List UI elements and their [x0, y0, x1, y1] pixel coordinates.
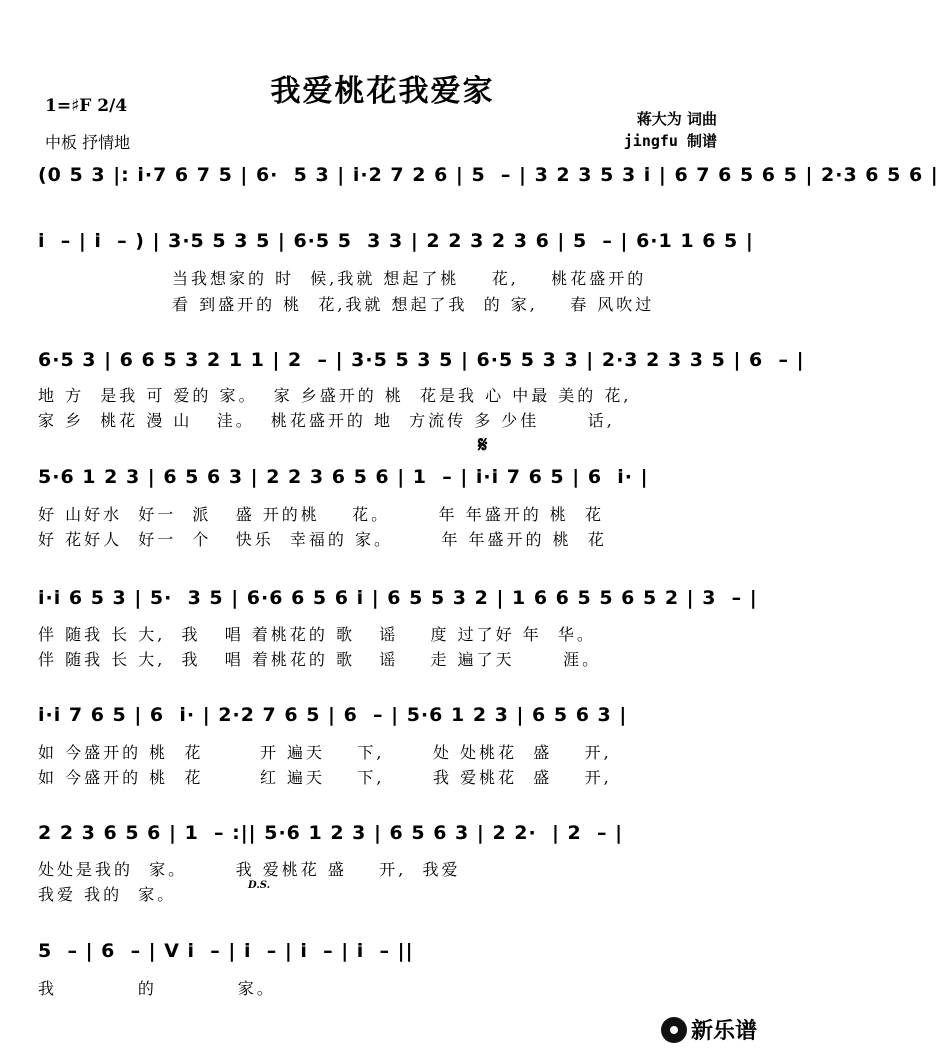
- lyric-verse-2-line-5: 伴 随我 长 大, 我 唱 着桃花的 歌 谣 走 遍了天 涯。: [38, 650, 602, 669]
- lyric-verse-1-line-5: 伴 随我 长 大, 我 唱 着桃花的 歌 谣 度 过了好 年 华。: [38, 625, 596, 644]
- staff-line-8: [38, 936, 728, 966]
- lyric-verse-1-line-3: 地 方 是我 可 爱的 家。 家 乡盛开的 桃 花是我 心 中最 美的 花,: [38, 386, 632, 405]
- notation-line-1: (0 5 3 |: i·7 6 7 5 | 6· 5 3 | i·2 7 2 6 | 5 – | 3 2 3 5 3 i | 6 7 6 5 6 5 | 2·3 6 5 6 |: [38, 164, 939, 186]
- lyric-verse-2-line-7: 我爱 我的 家。: [38, 885, 177, 904]
- lyric-verse-2-line-6: 如 今盛开的 桃 花 红 遍天 下, 我 爱桃花 盛 开,: [38, 768, 612, 787]
- notation-line-3: 6·5 3 | 6 6 5 3 2 1 1 | 2 – | 3·5 5 3 5 | 6·5 5 3 3 | 2·3 2 3 3 5 | 6 – |: [38, 349, 805, 371]
- staff-line-6: [38, 700, 728, 730]
- dal-segno-mark: D.S.: [248, 880, 271, 891]
- notation-line-2: i – | i – ) | 3·5 5 3 5 | 6·5 5 3 3 | 2 2 3 2 3 6 | 5 – | 6·1 1 6 5 |: [38, 230, 754, 252]
- lyric-verse-1-line-2: 当我想家的 时 候,我就 想起了桃 花, 桃花盛开的: [172, 269, 647, 288]
- vinyl-disc-icon: [661, 1017, 687, 1043]
- lyric-verse-2-line-4: 好 花好人 好一 个 快乐 幸福的 家。 年 年盛开的 桃 花: [38, 530, 607, 549]
- segno-sign: 𝄋: [478, 432, 488, 458]
- lyric-verse-1-line-8: 我 的 家。: [38, 979, 276, 998]
- key-signature: 1=♯F 2/4: [45, 96, 128, 116]
- tempo-marking: 中板 抒情地: [45, 133, 131, 152]
- site-logo-text: 新乐谱: [690, 1019, 757, 1044]
- lyric-verse-2-line-3: 家 乡 桃花 漫 山 洼。 桃花盛开的 地 方流传 多 少佳 话,: [38, 411, 615, 430]
- site-logo: [661, 1014, 757, 1045]
- notation-line-8: 5 – | 6 – | V i – | i – | i – | i – ||: [38, 940, 414, 962]
- lyric-verse-1-line-6: 如 今盛开的 桃 花 开 遍天 下, 处 处桃花 盛 开,: [38, 743, 612, 762]
- credit-composer: 蒋大为 词曲: [636, 110, 717, 128]
- credit-transcriber: jingfu 制谱: [623, 132, 717, 150]
- staff-line-1: [38, 160, 939, 190]
- notation-line-7: 2 2 3 6 5 6 | 1 – :|| 5·6 1 2 3 | 6 5 6 3 | 2 2· | 2 – |: [38, 822, 624, 844]
- lyric-verse-1-line-4: 好 山好水 好一 派 盛 开的桃 花。 年 年盛开的 桃 花: [38, 505, 604, 524]
- notation-line-4: 5·6 1 2 3 | 6 5 6 3 | 2 2 3 6 5 6 | 1 – | i·i 7 6 5 | 6 i· |: [38, 466, 649, 488]
- staff-line-2: [38, 226, 754, 256]
- score-title: 我爱桃花我爱家: [270, 74, 495, 109]
- notation-line-5: i·i 6 5 3 | 5· 3 5 | 6·6 6 5 6 i | 6 5 5 3 2 | 1 6 6 5 5 6 5 2 | 3 – |: [38, 587, 758, 609]
- staff-line-4: [38, 462, 728, 492]
- notation-line-6: i·i 7 6 5 | 6 i· | 2·2 7 6 5 | 6 – | 5·6 1 2 3 | 6 5 6 3 |: [38, 704, 628, 726]
- staff-line-3: [38, 345, 805, 375]
- lyric-verse-1-line-7: 处处是我的 家。 我 爱桃花 盛 开, 我爱: [38, 860, 461, 879]
- staff-line-5: [38, 583, 758, 613]
- staff-line-7: [38, 818, 728, 848]
- lyric-verse-2-line-2: 看 到盛开的 桃 花,我就 想起了我 的 家, 春 风吹过: [172, 295, 655, 314]
